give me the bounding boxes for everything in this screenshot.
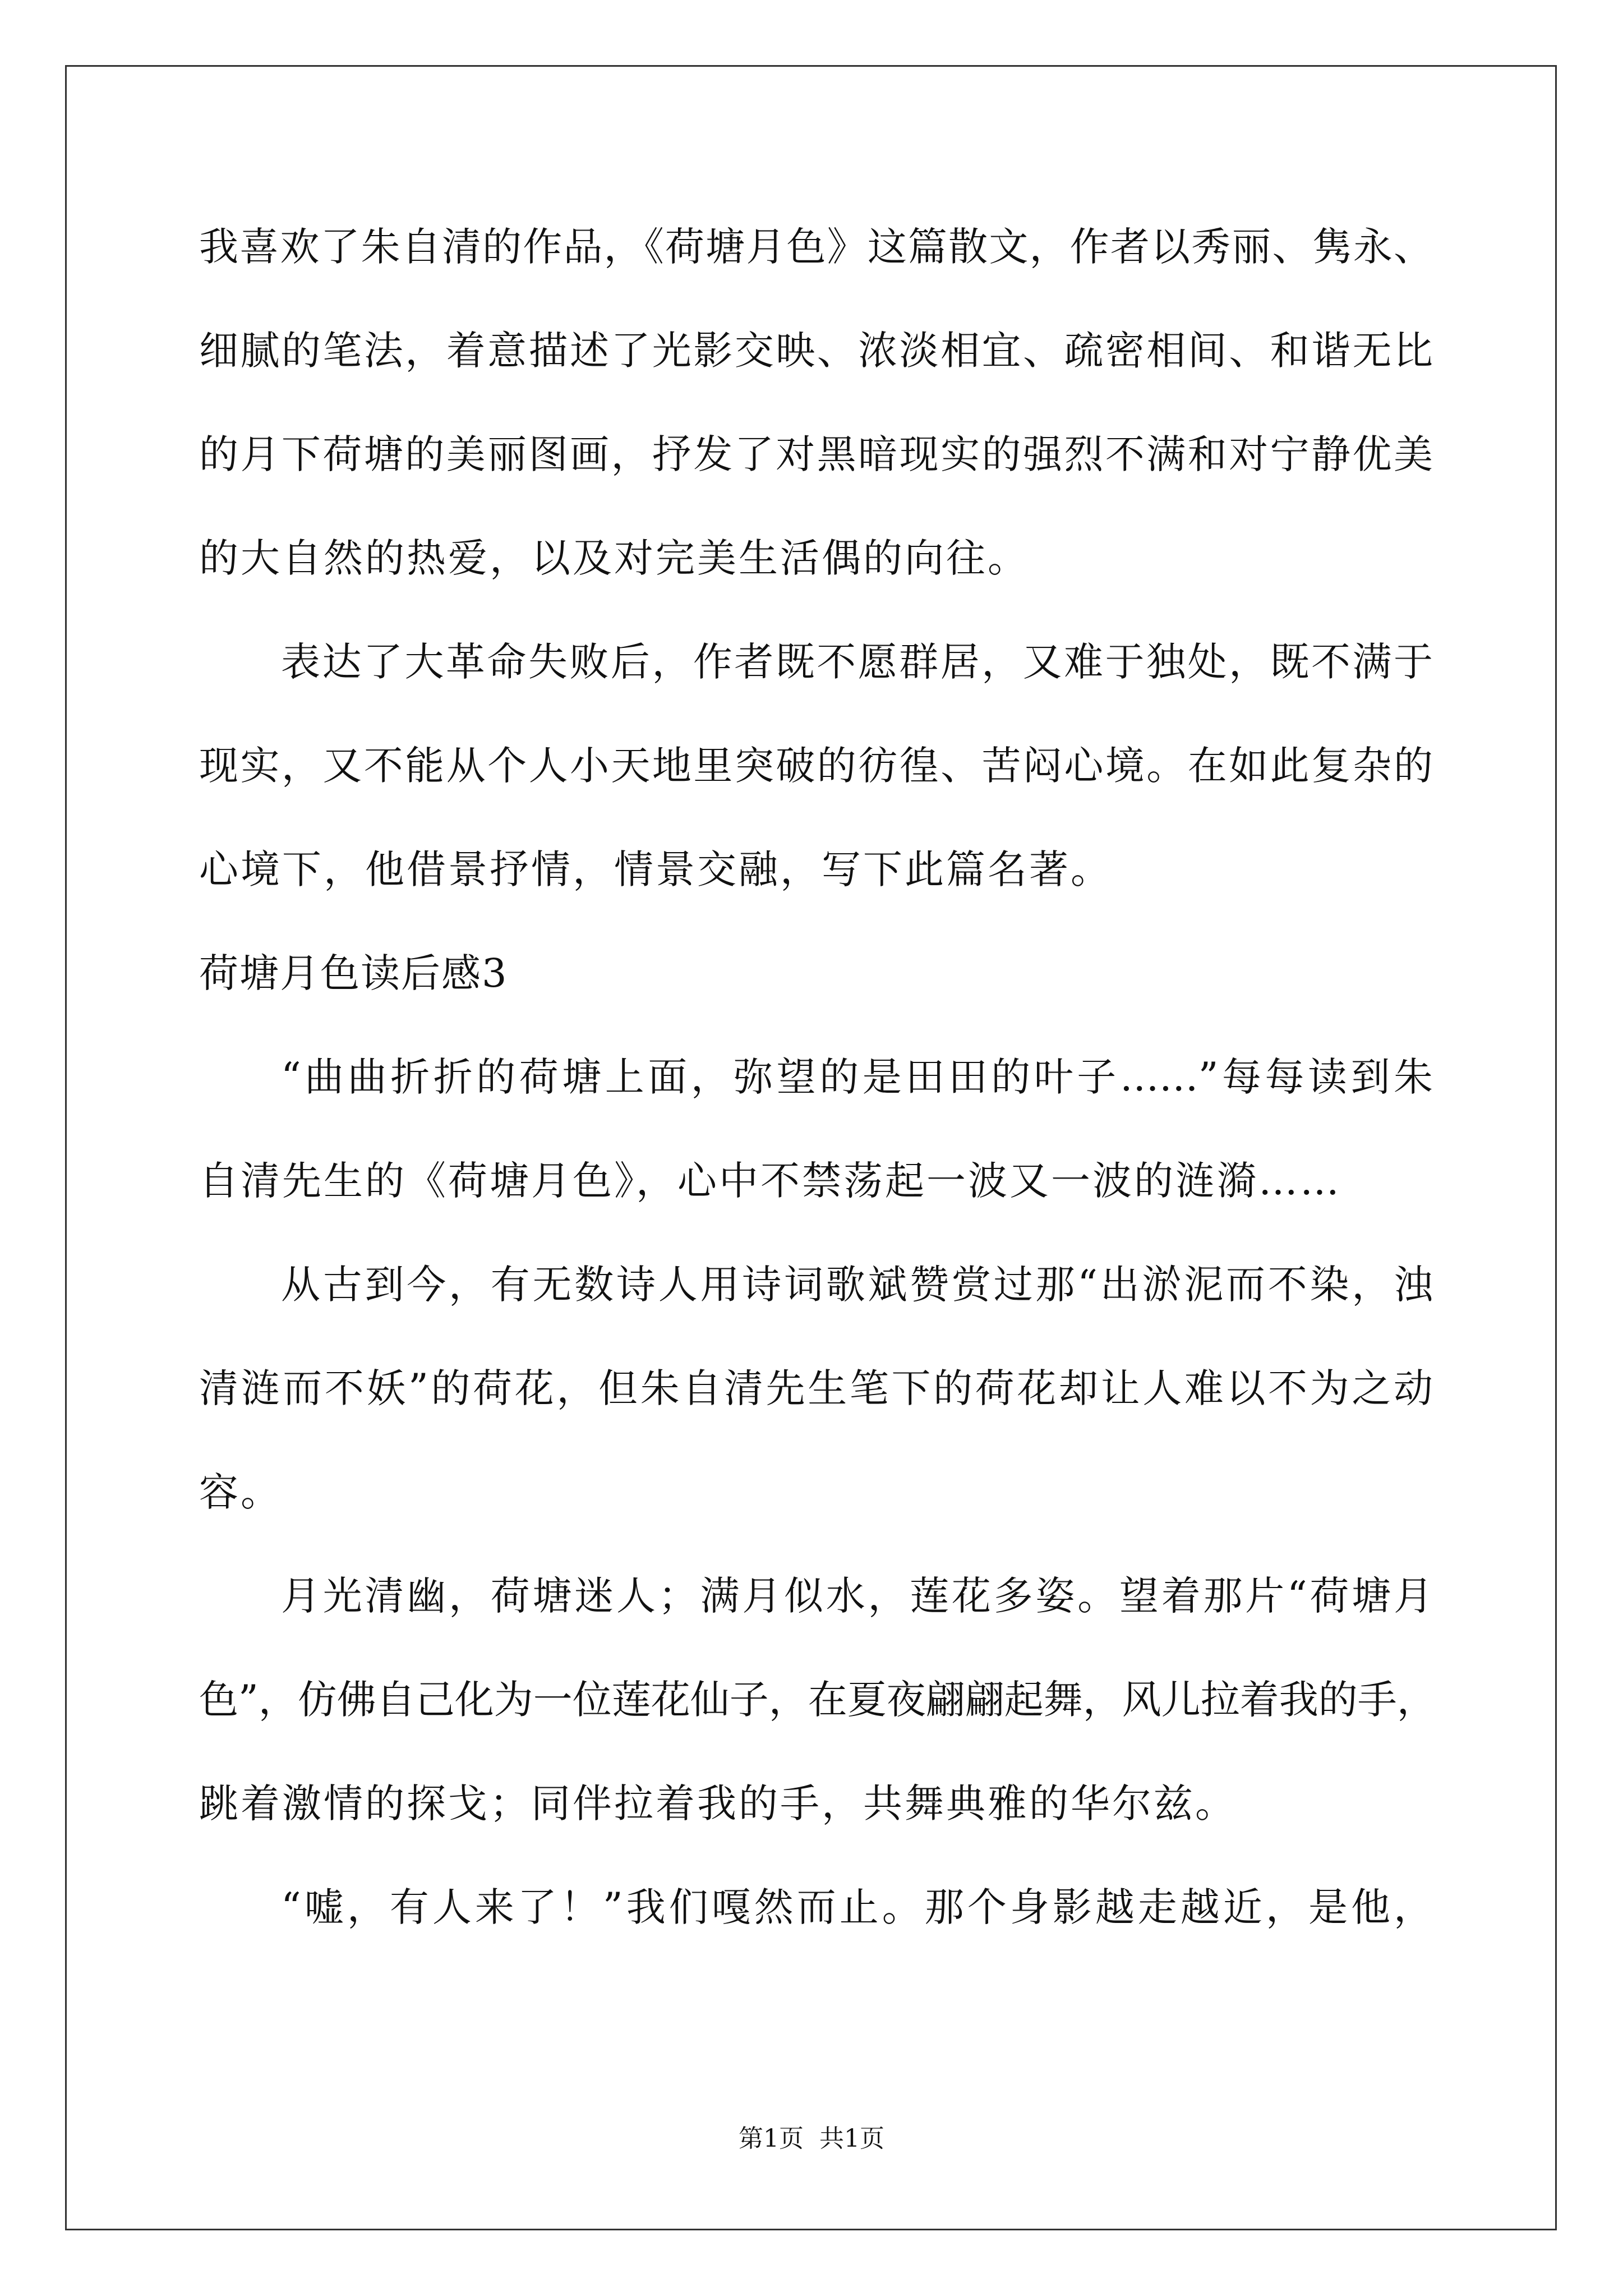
text-line: 表达了大革命失败后，作者既不愿群居，又难于独处，既不满于 [281, 639, 1433, 685]
text-line: 心境下，他借景抒情，情景交融，写下此篇名著。 [199, 846, 1112, 892]
text-line: 自清先生的《荷塘月色》，心中不禁荡起一波又一波的涟漪…… [199, 1158, 1341, 1204]
text-line: “曲曲折折的荷塘上面，弥望的是田田的叶子……”每每读到朱 [281, 1054, 1433, 1100]
text-line: 容。 [199, 1469, 282, 1515]
text-line: 的月下荷塘的美丽图画，抒发了对黑暗现实的强烈不满和对宁静优美 [199, 431, 1433, 477]
text-line: 细腻的笔法，着意描述了光影交映、浓淡相宜、疏密相间、和谐无比 [199, 328, 1433, 374]
text-line: 现实，又不能从个人小天地里突破的彷徨、苦闷心境。在如此复杂的 [199, 743, 1433, 789]
text-line: 清涟而不妖”的荷花，但朱自清先生笔下的荷花却让人难以不为之动 [199, 1365, 1433, 1411]
page-footer [0, 2123, 1623, 2155]
text-line: 月光清幽，荷塘迷人；满月似水，莲花多姿。望着那片“荷塘月 [281, 1573, 1433, 1619]
text-line: 色”，仿佛自己化为一位莲花仙子，在夏夜翩翩起舞，风儿拉着我的手， [199, 1677, 1436, 1723]
text-line: 从古到今，有无数诗人用诗词歌斌赞赏过那“出淤泥而不染，浊 [281, 1262, 1433, 1308]
text-line: 跳着激情的探戈；同伴拉着我的手，共舞典雅的华尔兹。 [199, 1780, 1237, 1826]
text-line: 我喜欢了朱自清的作品，《荷塘月色》这篇散文，作者以秀丽、隽永、 [199, 224, 1433, 270]
text-line: 的大自然的热爱，以及对完美生活偶的向往。 [199, 535, 1029, 581]
page-number: 第1页 [739, 2124, 804, 2153]
text-line: “嘘，有人来了！”我们嘎然而止。那个身影越走越近，是他， [281, 1884, 1433, 1930]
page-total: 共1页 [819, 2124, 884, 2153]
section-heading: 荷塘月色读后感3 [199, 950, 508, 996]
